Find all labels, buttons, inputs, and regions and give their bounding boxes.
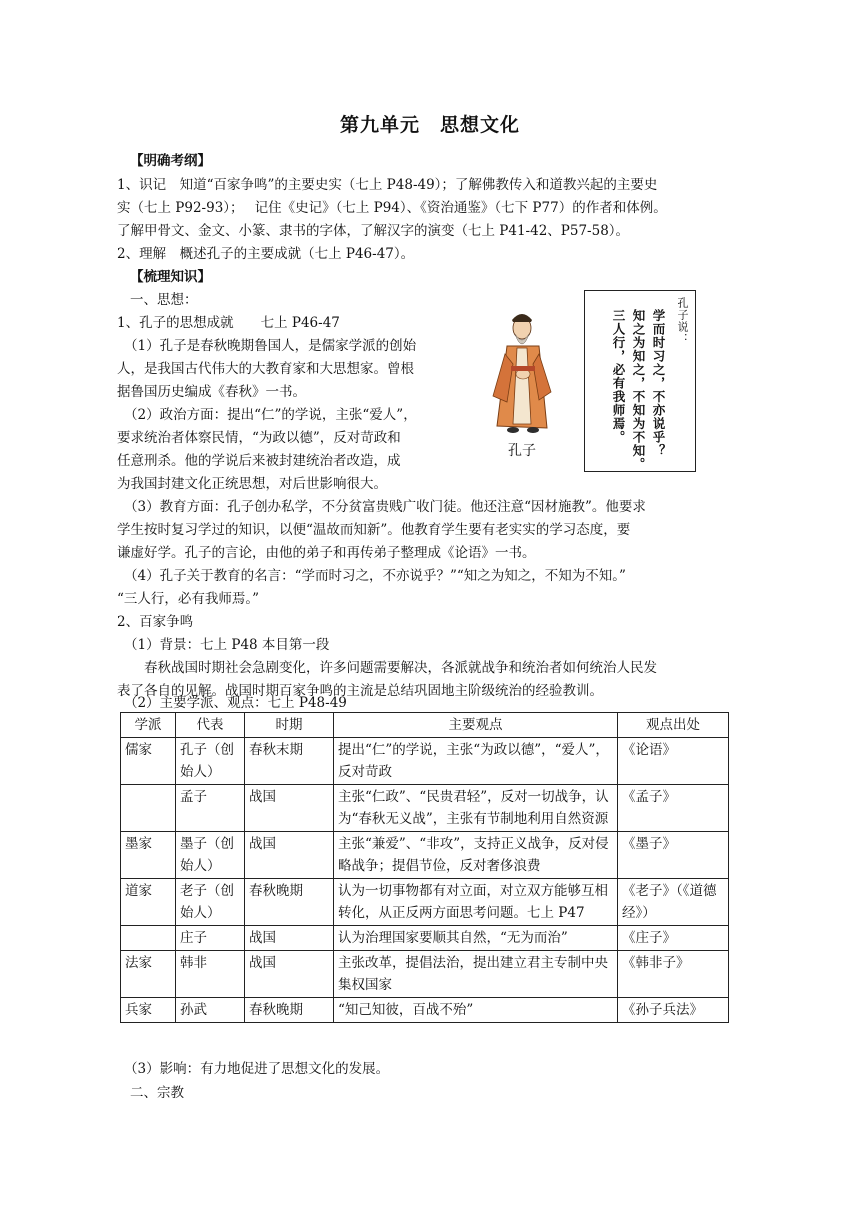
table-row [121, 998, 729, 1023]
quote-column: 孔子说： [676, 297, 689, 345]
view-cell: 主张“仁政”、“民贵君轻”，反对一切战争，认为“春秋无义战”，主张有节制地利用自然资源 [334, 785, 618, 832]
subsection-heading: 1、孔子的思想成就 七上 P46-47 [117, 315, 340, 331]
period-cell: 战国 [245, 785, 334, 832]
table-header: 观点出处 [618, 713, 729, 738]
school-cell [121, 926, 176, 951]
outline-heading: 【明确考纲】 [130, 153, 211, 169]
paragraph-line: 据鲁国历史编成《春秋》一书。 [117, 384, 306, 400]
table-header: 代表 [176, 713, 245, 738]
representative-cell: 韩非 [176, 951, 245, 998]
paragraph-line: （3）教育方面：孔子创办私学，不分贫富贵贱广收门徒。他还注意“因材施教”。他要求 [124, 499, 646, 515]
table-row [121, 926, 729, 951]
table-header: 学派 [121, 713, 176, 738]
paragraph-line: （1）孔子是春秋晚期鲁国人，是儒家学派的创始 [124, 338, 417, 354]
school-cell: 儒家 [121, 738, 176, 785]
view-cell: “知己知彼，百战不殆” [334, 998, 618, 1023]
period-cell: 春秋末期 [245, 738, 334, 785]
paragraph-line: （2）主要学派、观点：七上 P48-49 [124, 695, 347, 711]
page-title: 第九单元 思想文化 [339, 114, 520, 136]
paragraph-line: 人，是我国古代伟大的大教育家和大思想家。曾根 [117, 361, 414, 377]
quote-column: 知之为知之，不知为不知。 [631, 309, 646, 471]
source-cell: 《论语》 [618, 738, 729, 785]
source-cell: 《墨子》 [618, 832, 729, 879]
representative-cell: 墨子（创始人） [176, 832, 245, 879]
paragraph-line: （4）孔子关于教育的名言：“学而时习之，不亦说乎？”“知之为知之，不知为不知。” [124, 568, 626, 584]
source-cell: 《韩非子》 [618, 951, 729, 998]
knowledge-heading: 【梳理知识】 [130, 269, 211, 285]
quote-box [584, 290, 696, 472]
paragraph-line: 任意刑杀。他的学说后来被封建统治者改造，成 [117, 453, 401, 469]
source-cell: 《庄子》 [618, 926, 729, 951]
school-cell: 墨家 [121, 832, 176, 879]
view-cell: 认为一切事物都有对立面，对立双方能够互相转化，从正反两方面思考问题。七上 P47 [334, 879, 618, 926]
school-cell [121, 785, 176, 832]
source-cell: 《老子》（《道德经》） [618, 879, 729, 926]
paragraph-line: 要求统治者体察民情，“为政以德”，反对苛政和 [117, 430, 401, 446]
outline-line: 实（七上 P92-93）； 记住《史记》（七上 P94）、《资治通鉴》（七下 P77）的作者和体例。 [117, 200, 667, 216]
representative-cell: 庄子 [176, 926, 245, 951]
paragraph-line: 为我国封建文化正统思想，对后世影响很大。 [117, 476, 387, 492]
view-cell: 主张“兼爱”、“非攻”，支持正义战争，反对侵略战争；提倡节俭，反对奢侈浪费 [334, 832, 618, 879]
table-row [121, 951, 729, 998]
table-header-row [121, 713, 729, 738]
table-row [121, 879, 729, 926]
table-header: 时期 [245, 713, 334, 738]
representative-cell: 老子（创始人） [176, 879, 245, 926]
paragraph-line: 春秋战国时期社会急剧变化，许多问题需要解决，各派就战争和统治者如何统治人民发 [117, 660, 657, 676]
representative-cell: 孙武 [176, 998, 245, 1023]
section-heading: 一、思想： [130, 292, 198, 308]
table-row [121, 832, 729, 879]
outline-line: 1、识记 知道“百家争鸣”的主要史实（七上 P48-49）；了解佛教传入和道教兴起的主要史 [117, 177, 658, 193]
paragraph-line: 表了各自的见解。战国时期百家争鸣的主流是总结巩固地主阶级统治的经验教训。 [117, 683, 603, 699]
figure-caption: 孔子 [508, 443, 536, 459]
outline-line: 了解甲骨文、金文、小篆、隶书的字体，了解汉字的演变（七上 P41-42、P57-58）。 [117, 223, 630, 239]
source-cell: 《孟子》 [618, 785, 729, 832]
paragraph-line: （2）政治方面：提出“仁”的学说，主张“爱人”， [124, 407, 417, 423]
subsection-heading: 2、百家争鸣 [117, 614, 194, 630]
representative-cell: 孔子（创始人） [176, 738, 245, 785]
representative-cell: 孟子 [176, 785, 245, 832]
confucius-illustration [487, 306, 559, 436]
schools-table [120, 712, 729, 1023]
table-row [121, 738, 729, 785]
table-header: 主要观点 [334, 713, 618, 738]
quote-column: 三人行，必有我师焉。 [611, 309, 626, 444]
quote-column: 学而时习之，不亦说乎？ [651, 309, 666, 458]
period-cell: 战国 [245, 832, 334, 879]
paragraph-line: （1）背景：七上 P48 本目第一段 [124, 637, 330, 653]
school-cell: 道家 [121, 879, 176, 926]
paragraph-line: （3）影响：有力地促进了思想文化的发展。 [124, 1061, 390, 1077]
paragraph-line: 学生按时复习学过的知识，以便“温故而知新”。他教育学生要有老实实的学习态度，要 [117, 522, 631, 538]
table-row [121, 785, 729, 832]
outline-line: 2、理解 概述孔子的主要成就（七上 P46-47）。 [117, 246, 415, 262]
period-cell: 战国 [245, 951, 334, 998]
view-cell: 主张改革，提倡法治，提出建立君主专制中央集权国家 [334, 951, 618, 998]
paragraph-line: 谦虚好学。孔子的言论，由他的弟子和再传弟子整理成《论语》一书。 [117, 545, 536, 561]
period-cell: 春秋晚期 [245, 998, 334, 1023]
source-cell: 《孙子兵法》 [618, 998, 729, 1023]
period-cell: 春秋晚期 [245, 879, 334, 926]
period-cell: 战国 [245, 926, 334, 951]
paragraph-line: “三人行，必有我师焉。” [117, 591, 260, 607]
view-cell: 提出“仁”的学说，主张“为政以德”，“爱人”，反对苛政 [334, 738, 618, 785]
school-cell: 法家 [121, 951, 176, 998]
view-cell: 认为治理国家要顺其自然，“无为而治” [334, 926, 618, 951]
section-heading: 二、宗教 [130, 1085, 184, 1101]
school-cell: 兵家 [121, 998, 176, 1023]
